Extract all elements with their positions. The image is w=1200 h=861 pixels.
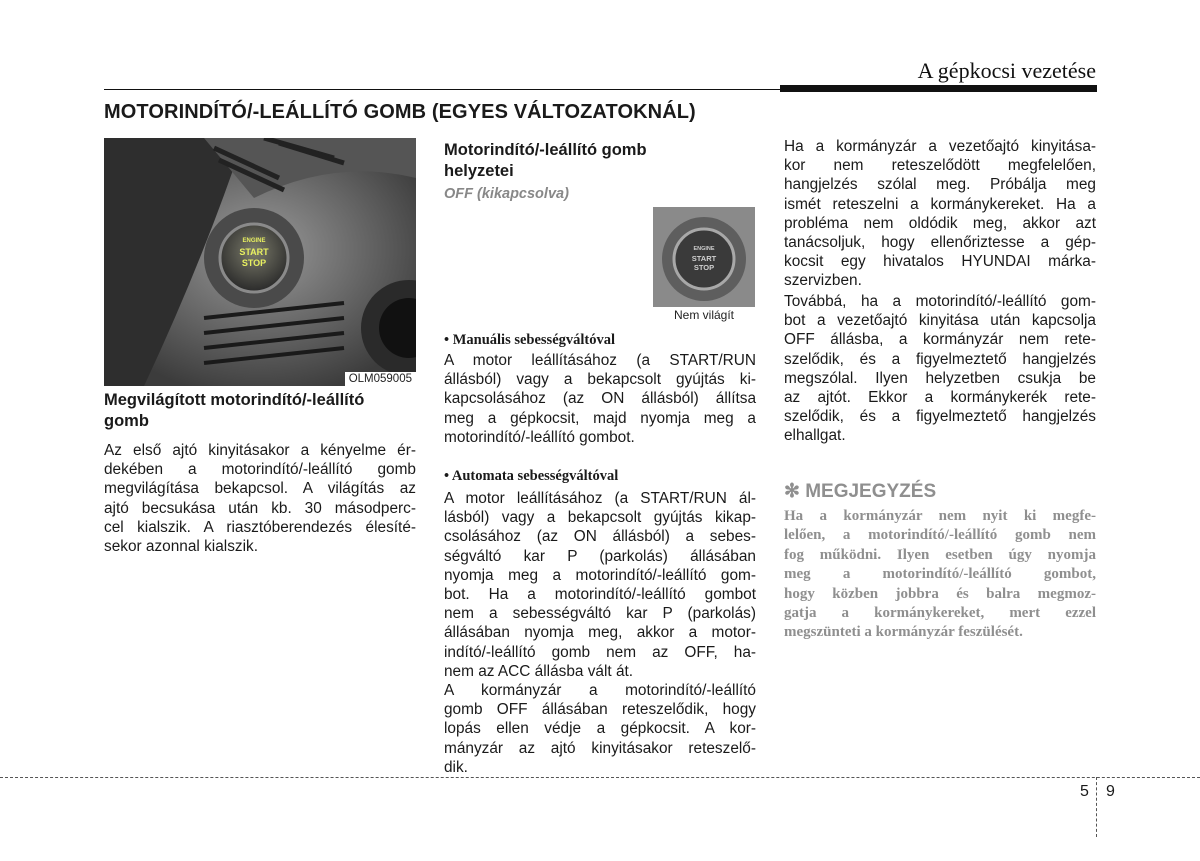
text-line: Továbbá, ha a motorindító/-leállító gom- [784,293,1096,310]
text-line: kapcsolásához (az ON állásból) állítsa [444,390,756,408]
button-text-line: START [239,247,269,257]
text-line: cel kialszik. A riasztóberendezés élesíté- [104,518,416,536]
unlit-button-label [684,245,724,272]
note-heading: ✻ MEGJEGYZÉS [784,481,937,502]
text-line: bot a vezetőajtó kinyitása után kapcsolja [784,312,1096,330]
automatic-transmission-heading: • Automata sebességváltóval [444,468,619,484]
text-line: motorindító/-leállító gombot. [444,428,635,446]
text-line: lelően, a motorindító/-leállító gomb nem [784,527,1096,544]
text-line: ajtó becsukása után kb. 30 másodperc- [104,499,416,517]
heading-line: gomb [104,412,149,430]
text-line: meg a gépkocsit, majd nyomja meg a [444,409,756,427]
illumination-paragraph [104,441,416,556]
text-line: Ha a kormányzár a vezetőajtó kinyitása- [784,138,1096,155]
running-header-title: A gépkocsi vezetése [917,58,1096,83]
automatic-transmission-paragraph [444,489,756,681]
page-number: 9 [1106,783,1115,800]
button-text-line: STOP [241,258,267,268]
text-line: megszünteti a kormányzár feszülését. [784,624,1023,641]
text-line: indító/-leállító gomb nem az OFF, ha- [444,643,756,661]
text-line: probléma nem oldódik meg, akkor azt [784,214,1096,232]
chapter-number: 5 [1080,783,1089,800]
text-line: A kormányzár a motorindító/-leállító [444,682,756,699]
text-line: elhallgat. [784,427,846,445]
unlit-button-figure [653,207,755,328]
text-line: dik. [444,758,468,776]
text-line: ségváltó kar P (parkolás) állásában [444,547,756,565]
button-positions-heading [444,140,647,182]
text-line: lásból) vagy a bekapcsolt gyújtás kikap- [444,509,756,527]
text-line: dekében a motorindító/-leállító gomb [104,461,416,479]
text-line: gomb OFF állásában reteszelődik, hogy [444,701,756,719]
heading-line: Megvilágított motorindító/-leállító [104,391,365,409]
lock-warning-paragraph [784,137,1096,291]
text-line: nem az ACC állásba vált át. [444,662,634,680]
text-line: mányzár az ajtó kinyitásakor reteszelő- [444,739,756,757]
text-line: nem a sebességváltó kar P (parkolás) [444,605,756,623]
text-line: hangjelzés szólal meg. Próbálja meg [784,176,1096,194]
figure-code: OLM059005 [345,372,416,386]
heading-line: Motorindító/-leállító gomb [444,141,647,159]
header-thick-rule [780,85,1097,92]
steering-lock-paragraph [444,681,756,777]
text-line: A motor leállításához (a START/RUN [444,352,756,369]
text-line: Az első ajtó kinyitásakor a kényelme ér- [104,442,416,459]
text-line: A motor leállításához (a START/RUN ál- [444,490,756,507]
unlit-button-photo [653,207,755,307]
text-line: fog működni. Ilyen esetben úgy nyomja [784,546,1096,563]
text-line: állásában nyomja meg, akkor a motor- [444,624,756,642]
footer-vertical-divider [1096,777,1097,837]
section-title: MOTORINDÍTÓ/-LEÁLLÍTÓ GOMB (EGYES VÁLTOZATOKNÁL) [104,101,696,123]
illuminated-button-heading [104,390,416,432]
text-line: megvilágítása bekapcsol. A világítás az [104,480,416,498]
text-line: kocsit egy hivatalos HYUNDAI márka- [784,253,1096,271]
button-text-line: STOP [693,263,715,272]
text-line: csolásához (az ON állásból) a sebes- [444,528,756,546]
text-line: az ajtót. Ekkor a kormánykerék rete- [784,389,1096,407]
text-line: Ha a kormányzár nem nyit ki megfe- [784,508,1096,524]
note-paragraph [784,507,1096,643]
text-line: sekor azonnal kialszik. [104,538,258,556]
header-thin-rule [104,89,780,90]
off-position-subheading: OFF (kikapcsolva) [444,186,569,202]
lock-chime-paragraph [784,292,1096,446]
manual-transmission-paragraph [444,351,756,447]
text-line: gatja a kormánykereket, mert ezzel [784,605,1096,622]
unlit-caption: Nem világít [673,308,735,322]
text-line: szervizben. [784,272,862,290]
text-line: bot. Ha a motorindító/-leállító gombot [444,586,756,604]
text-line: meg a motorindító/-leállító gombot, [784,566,1096,583]
button-text-line: ENGINE [693,246,715,252]
text-line: ismét reteszelni a kormánykereket. Ha a [784,195,1096,213]
dashboard-start-button-photo [104,138,416,386]
manual-transmission-heading: • Manuális sebességváltóval [444,332,616,348]
illuminated-button-label [228,236,280,269]
text-line: OFF állásba, a kormányzár nem rete- [784,331,1096,349]
footer-dashed-rule [0,777,1200,778]
text-line: kor nem reteszelődött megfelelően, [784,157,1096,175]
heading-line: helyzetei [444,162,514,180]
text-line: szelődik, és a figyelmeztető hangjelzés [784,408,1096,426]
text-line: hogy közben jobbra és balra megmoz- [784,585,1096,602]
text-line: lopás ellen védje a gépkocsit. A kor- [444,720,756,738]
button-text-line: START [691,254,717,263]
text-line: nyomja meg a motorindító/-leállító gom- [444,566,756,584]
text-line: tanácsoljuk, hogy ellenőriztesse a gép- [784,234,1096,252]
button-text-line: ENGINE [242,238,266,244]
text-line: szelődik, és a figyelmeztető hangjelzés [784,350,1096,368]
text-line: állásból) vagy a bekapcsolt gyújtás ki- [444,371,756,389]
text-line: megszólal. Ilyen helyzetben csukja be [784,369,1096,387]
